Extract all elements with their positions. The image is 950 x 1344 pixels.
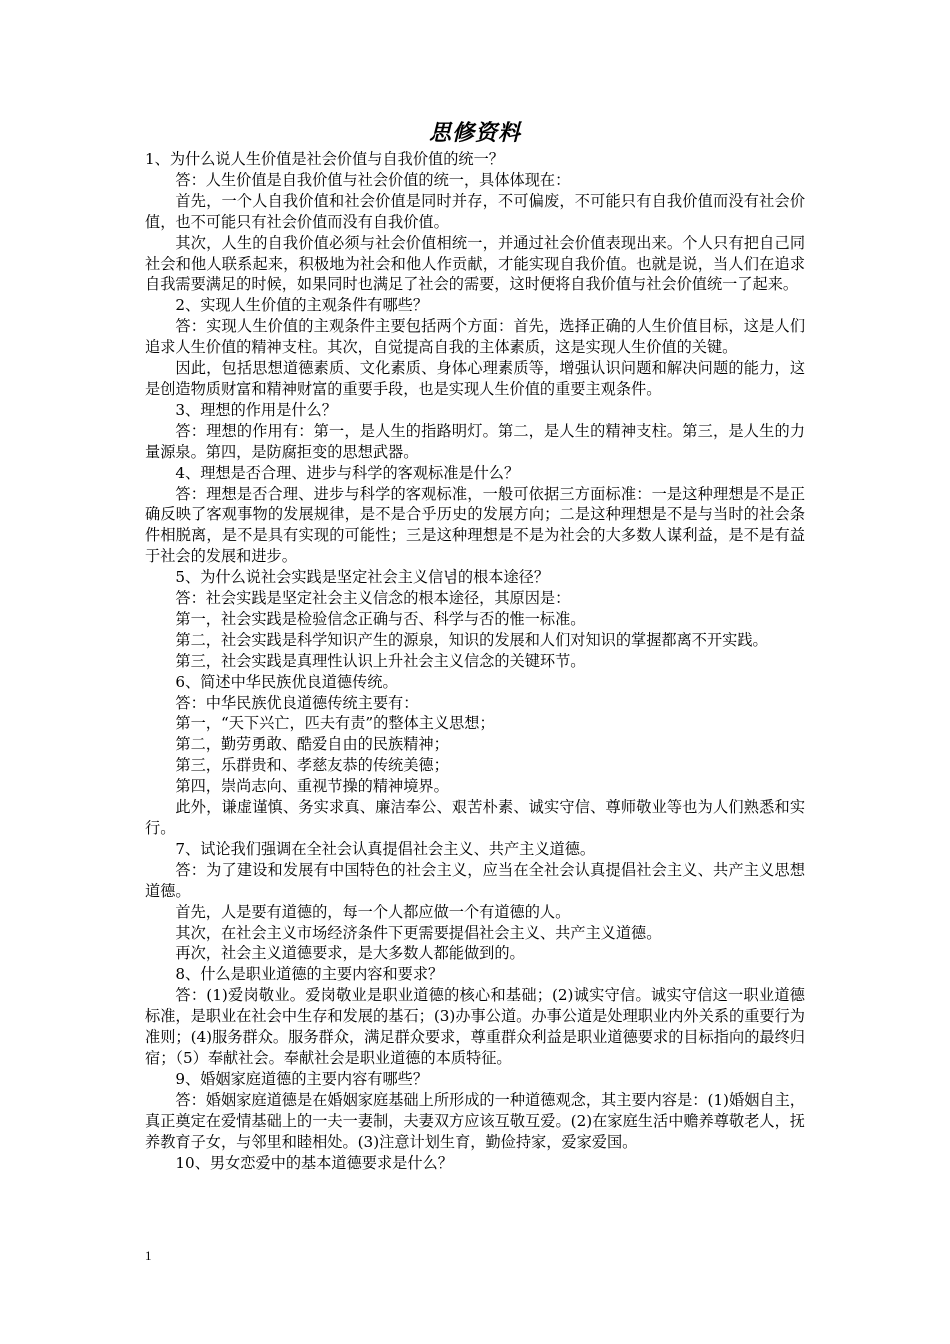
paragraph: 9、婚姻家庭道德的主要内容有哪些？ bbox=[175, 1069, 429, 1088]
paragraph: 答：理想是否合理、进步与科学的客观标准，一般可依据三方面标准：一是这种理想是不是正确反映了客观事物的发展规律，是不是合乎历史的发展方向；二是这种理想是不是与当时的社会条件相脱离，是不是具有实现的可能性；三是这种理想是不是为社会的大多数人谋利益，是不是有益于社会的发展和进步。 bbox=[145, 484, 805, 566]
paragraph: 6、简述中华民族优良道德传统。 bbox=[175, 672, 398, 691]
paragraph: 5、为什么说社会实践是坚定社会主义信념的根本途径？ bbox=[175, 568, 550, 587]
paragraph: 第二，社会实践是科学知识产生的源泉，知识的发展和人们对知识的掌握都离不开实践。 bbox=[175, 630, 768, 649]
paragraph: 7、试论我们强调在全社会认真提倡社会主义、共产主义道德。 bbox=[175, 839, 596, 858]
paragraph: 其次，在社会主义市场经济条件下更需要提倡社会主义、共产主义道德。 bbox=[175, 923, 662, 942]
page-number: 1 bbox=[145, 1248, 152, 1263]
paragraph: 答：中华民族优良道德传统主要有： bbox=[175, 693, 419, 712]
paragraph: 答：为了建设和发展有中国特色的社会主义，应当在全社会认真提倡社会主义、共产主义思想道德。 bbox=[145, 860, 805, 900]
paragraph: 答：社会实践是坚定社会主义信念的根本途径，其原因是： bbox=[175, 589, 571, 608]
paragraph: 4、理想是否合理、进步与科学的客观标准是什么？ bbox=[175, 463, 520, 482]
paragraph: 第四，崇尚志向、重视节操的精神境界。 bbox=[175, 777, 449, 796]
paragraph: 8、什么是职业道德的主要内容和要求？ bbox=[175, 965, 444, 984]
paragraph: 答：人生价值是自我价值与社会价值的统一，具体体现在： bbox=[175, 170, 571, 189]
document-title: 思修资料 bbox=[428, 120, 521, 146]
paragraph: 首先，人是要有道德的，每一个人都应做一个有道德的人。 bbox=[175, 902, 571, 921]
paragraph: 答：婚姻家庭道德是在婚姻家庭基础上所形成的一种道德观念，其主要内容是：(1)婚姻自主，真正奠定在爱情基础上的一夫一妻制，夫妻双方应该互敬互爱。(2)在家庭生活中赡养尊敬老人，抚养教育子女，与邻里和睦相处。(3)注意计划生育，勤俭持家，爱家爱国。 bbox=[145, 1090, 805, 1151]
document-body bbox=[145, 149, 805, 1173]
paragraph: 此外，谦虚谨慎、务实求真、廉洁奉公、艰苦朴素、诚实守信、尊师敬业等也为人们熟悉和实行。 bbox=[145, 798, 805, 837]
paragraph: 3、理想的作用是什么？ bbox=[175, 400, 337, 419]
paragraph: 第三，乐群贵和、孝慈友恭的传统美德； bbox=[175, 756, 449, 775]
paragraph: 答：(1)爱岗敬业。爱岗敬业是职业道德的核心和基础；(2)诚实守信。诚实守信这一职业道德标准，是职业在社会中生存和发展的基石；(3)办事公道。办事公道是处理职业内外关系的重要行为准则；(4)服务群众。服务群众，满足群众要求，尊重群众利益是职业道德要求的目标指向的最终归宿；（5）奉献社会。奉献社会是职业道德的本质特征。 bbox=[145, 986, 805, 1067]
paragraph: 1、为什么说人生价值是社会价值与自我价值的统一？ bbox=[145, 150, 504, 168]
paragraph: 答：实现人生价值的主观条件主要包括两个方面：首先，选择正确的人生价值目标，这是人们追求人生价值的精神支柱。其次，自觉提高自我的主体素质，这是实现人生价值的关键。 bbox=[145, 317, 805, 357]
paragraph: 2、实现人生价值的主观条件有哪些？ bbox=[175, 296, 429, 315]
paragraph: 其次，人生的自我价值必须与社会价值相统一，并通过社会价值表现出来。个人只有把自己同社会和他人联系起来，积极地为社会和他人作贡献，才能实现自我价值。也就是说，当人们在追求自我需要满足的时候，如果同时也满足了社会的需要，这时便将自我价值与社会价值统一了起来。 bbox=[145, 233, 805, 294]
paragraph: 因此，包括思想道德素质、文化素质、身体心理素质等，增强认识问题和解决问题的能力，这是创造物质财富和精神财富的重要手段，也是实现人生价值的重要主观条件。 bbox=[145, 359, 805, 398]
paragraph: 第三，社会实践是真理性认识上升社会主义信念的关键环节。 bbox=[175, 651, 586, 670]
paragraph: 第二，勤劳勇敢、酷爱自由的民族精神； bbox=[175, 735, 449, 754]
paragraph: 答：理想的作用有：第一，是人生的指路明灯。第二，是人生的精神支柱。第三，是人生的力量源泉。第四，是防腐拒变的思想武器。 bbox=[145, 421, 805, 461]
paragraph: 第一，社会实践是检验信念正确与否、科学与否的惟一标准。 bbox=[175, 609, 586, 628]
paragraph: 首先，一个人自我价值和社会价值是同时并存，不可偏废，不可能只有自我价值而没有社会价值，也不可能只有社会价值而没有自我价值。 bbox=[145, 191, 805, 231]
paragraph: 再次，社会主义道德要求，是大多数人都能做到的。 bbox=[175, 944, 525, 963]
paragraph: 第一，“天下兴亡，匹夫有责”的整体主义思想； bbox=[175, 714, 495, 733]
paragraph: 10、男女恋爱中的基本道德要求是什么？ bbox=[175, 1153, 453, 1172]
